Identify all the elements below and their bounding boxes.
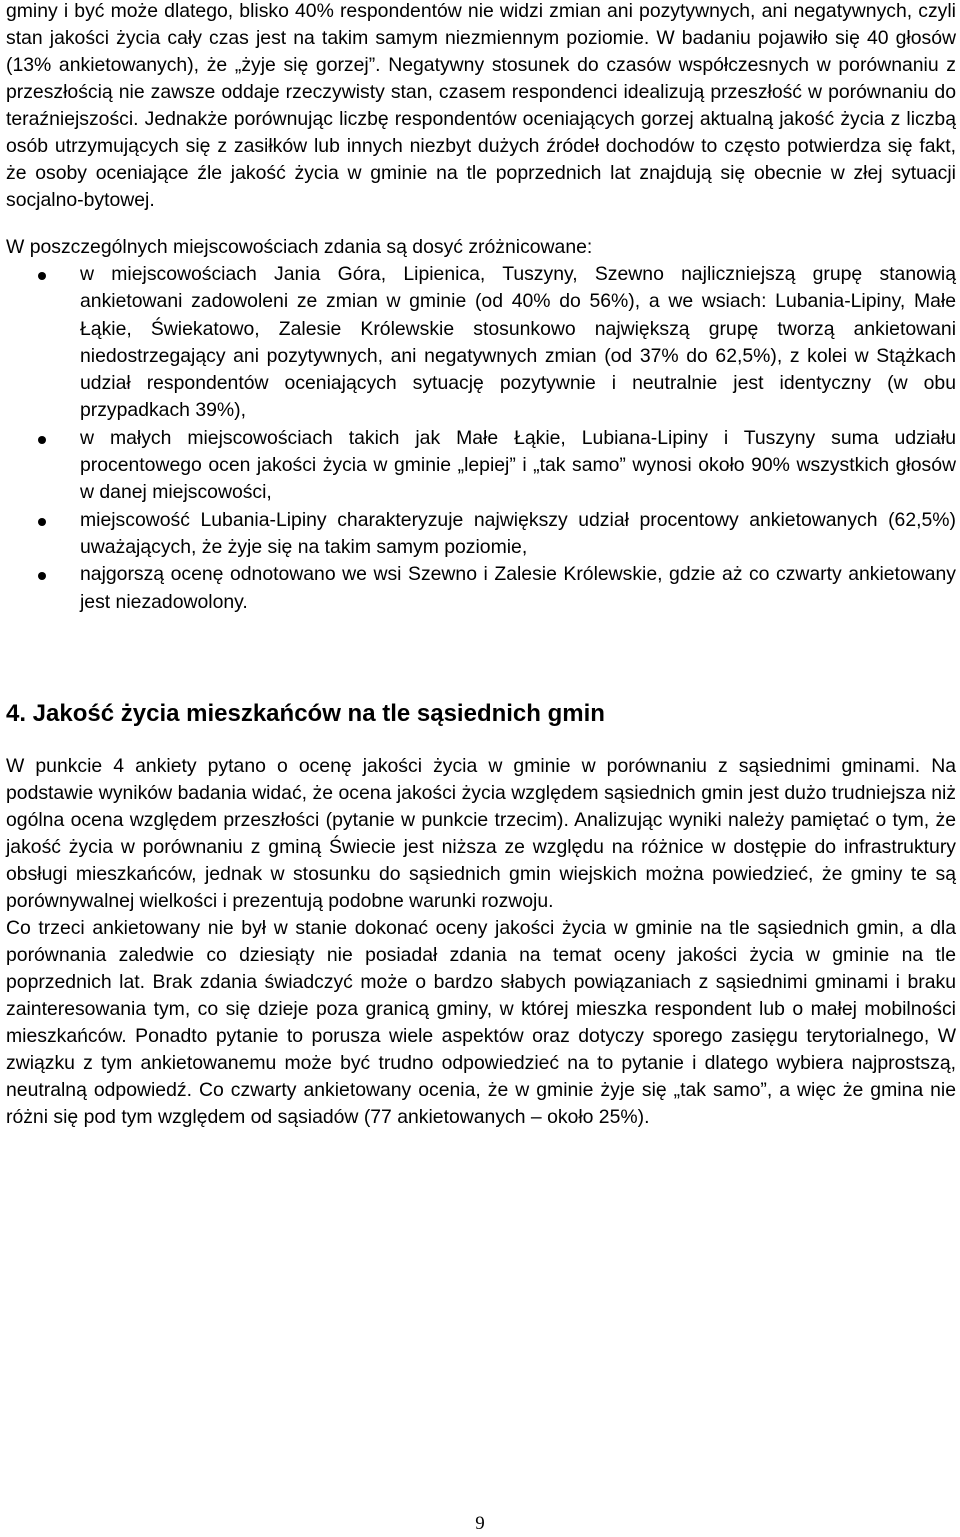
list-item-text: w małych miejscowościach takich jak Małe Łąkie, Lubiana-Lipiny i Tuszyny suma udziału procentowego ocen jakości życia w gminie „lepiej” i „tak samo” wynosi około 90% wszystkich głosów w danej miejscowości, xyxy=(80,426,956,504)
page-number: 9 xyxy=(475,1513,485,1534)
bullet-icon xyxy=(38,572,46,580)
bullet-icon xyxy=(38,436,46,444)
list-item xyxy=(6,425,956,507)
list-item-text: najgorszą ocenę odnotowano we wsi Szewno i Zalesie Królewskie, gdzie aż co czwarty ankietowany jest niezadowolony. xyxy=(80,563,956,613)
list-item xyxy=(6,261,956,425)
list-item-text: miejscowość Lubania-Lipiny charakteryzuje największy udział procentowy ankietowanych (62,5%) uważających, że żyje się na takim samym poziomie, xyxy=(80,508,956,558)
bullet-icon xyxy=(38,518,46,526)
section-paragraph-2: Co trzeci ankietowany nie był w stanie dokonać oceny jakości życia w gminie na tle sąsiednich gmin, a dla porównania zaledwie co dziesiąty nie posiadał zdania na temat oceny jakości życia w gminie na tle poprzednich lat. Brak zdania świadczyć może o bardzo słabych powiązaniach z sąsiednimi gminami i braku zainteresowania tym, co się dzieje poza granicą gminy, w której mieszka respondent lub o małej mobilności mieszkańców. Ponadto pytanie to porusza wiele aspektów oraz dotyczy sporego zasięgu terytorialnego, W związku z tym ankietowanemu może być trudno odpowiedzieć na to pytanie i dlatego wybiera najprostszą, neutralną odpowiedź. Co czwarty ankietowany ocenia, że w gminie żyje się „tak samo”, a więc że gmina nie różni się pod tym względem od sąsiadów (77 ankietowanych – około 25%). xyxy=(6,916,956,1128)
list-item xyxy=(6,561,956,616)
list-item xyxy=(6,507,956,562)
list-item-text: w miejscowościach Jania Góra, Lipienica, Tuszyny, Szewno najliczniejszą grupę stanowią ankietowani zadowoleni ze zmian w gminie (od 40% do 56%), a we wsiach: Lubania-Lipiny, Małe Łąkie, Świekatowo, Zalesie Królewskie stosunkowo największą grupę tworzą ankietowani niedostrzegający ani pozytywnych, ani negatywnych zmian (od 37% do 62,5%), z kolei w Stążkach udział respondentów oceniających sytuację pozytywnie i neutralnie jest identyczny (w obu przypadkach 39%), xyxy=(80,263,956,422)
bullet-icon xyxy=(38,272,46,280)
village-findings-list xyxy=(6,261,956,616)
intro-paragraph: gminy i być może dlatego, blisko 40% respondentów nie widzi zmian ani pozytywnych, ani negatywnych, czyli stan jakości życia cały czas jest na takim samym niezmiennym poziomie. W badaniu pojawiło się 40 głosów (13% ankietowanych), że „żyje się gorzej”. Negatywny stosunek do czasów współczesnych w porównaniu z przeszłością nie zawsze oddaje rzeczywisty stan, czasem respondenci idealizują przeszłość w porównaniu do teraźniejszości. Jednakże porównując liczbę respondentów oceniających gorzej aktualną jakość życia z liczbą osób utrzymujących się z zasiłków lub innych niezbyt dużych źródeł dochodów to często potwierdza się fakt, że osoby oceniające źle jakość życia w gminie na tle poprzednich lat znajdują się obecnie w złej sytuacji socjalno-bytowej. xyxy=(6,0,956,211)
section-heading: 4. Jakość życia mieszkańców na tle sąsiednich gmin xyxy=(6,699,605,727)
document-page xyxy=(6,0,956,1131)
villages-intro-paragraph: W poszczególnych miejscowościach zdania są dosyć zróżnicowane: xyxy=(6,236,593,258)
section-paragraph-1: W punkcie 4 ankiety pytano o ocenę jakości życia w gminie w porównaniu z sąsiednimi gminami. Na podstawie wyników badania widać, że ocena jakości życia względem sąsiednich gmin jest dużo trudniejsza niż ogólna ocena względem przeszłości (pytanie w punkcie trzecim). Analizując wyniki należy pamiętać o tym, że jakość życia w porównaniu z gminą Świecie jest niższa ze względu na różnice w dostępie do infrastruktury obsługi mieszkańców, jednak w stosunku do sąsiednich gmin wiejskich można powiedzieć, że gminy te są porównywalnej wielkości i prezentują podobne warunki rozwoju. xyxy=(6,754,956,912)
